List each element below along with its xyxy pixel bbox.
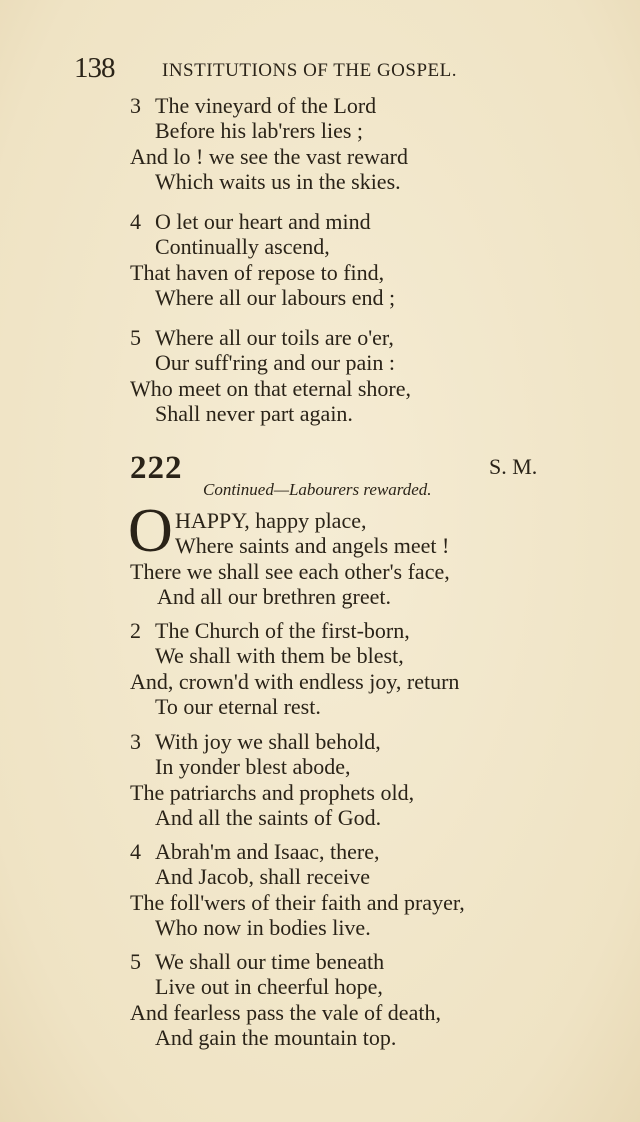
stanza-number: 5 [130,325,141,350]
verse-line: The patriarchs and prophets old, [130,779,415,805]
verse-line: Where all our toils are o'er, [155,325,394,350]
stanza-number: 2 [130,618,141,643]
verse-line: In yonder blest abode, [155,754,351,780]
hymn-number: 222 [130,450,183,486]
stanza-number: 3 [130,93,141,118]
hymn-meter: S. M. [489,454,538,479]
verse-line: And all the saints of God. [155,805,382,831]
verse-line: And gain the mountain top. [155,1025,397,1051]
running-title: INSTITUTIONS OF THE GOSPEL. [162,60,457,81]
verse-line: And fearless pass the vale of death, [130,999,441,1025]
verse-line: And lo ! we see the vast reward [130,143,408,169]
verse-line: O let our heart and mind [155,209,371,234]
verse-line: Where all our labours end ; [155,285,396,311]
stanza-number: 5 [130,949,141,974]
verse-line: We shall with them be blest, [155,643,404,669]
page-number: 138 [74,52,115,84]
verse-line: The foll'wers of their faith and prayer, [130,889,465,915]
verse-line: Shall never part again. [155,401,353,427]
stanza-number: 4 [130,839,141,864]
verse-line: The vineyard of the Lord [155,93,377,118]
verse-line: There we shall see each other's face, [130,559,450,584]
verse-line: Our suff'ring and our pain : [155,350,396,376]
verse-line: The Church of the first-born, [155,618,410,643]
verse-line: HAPPY, happy place, [175,508,367,533]
verse-line: Where saints and angels meet ! [175,533,450,558]
drop-cap: O [128,497,173,565]
verse-line: Who now in bodies live. [155,915,371,941]
verse-line: And, crown'd with endless joy, return [130,668,460,694]
verse-line: We shall our time beneath [155,949,385,974]
verse-line: Abrah'm and Isaac, there, [155,839,380,864]
verse-line: With joy we shall behold, [155,729,381,754]
verse-line: And Jacob, shall receive [155,864,371,890]
stanza-number: 3 [130,729,141,754]
verse-line: Which waits us in the skies. [155,169,401,195]
verse-line: Continually ascend, [155,234,330,260]
verse-line: Live out in cheerful hope, [155,974,383,1000]
verse-line: Before his lab'rers lies ; [155,118,364,144]
hymn-subtitle: Continued—Labourers rewarded. [203,480,432,499]
verse-line: That haven of repose to find, [130,259,385,285]
verse-line: To our eternal rest. [155,694,321,720]
verse-line: Who meet on that eternal shore, [130,375,412,401]
stanza-number: 4 [130,209,141,234]
verse-line: And all our brethren greet. [157,584,391,609]
